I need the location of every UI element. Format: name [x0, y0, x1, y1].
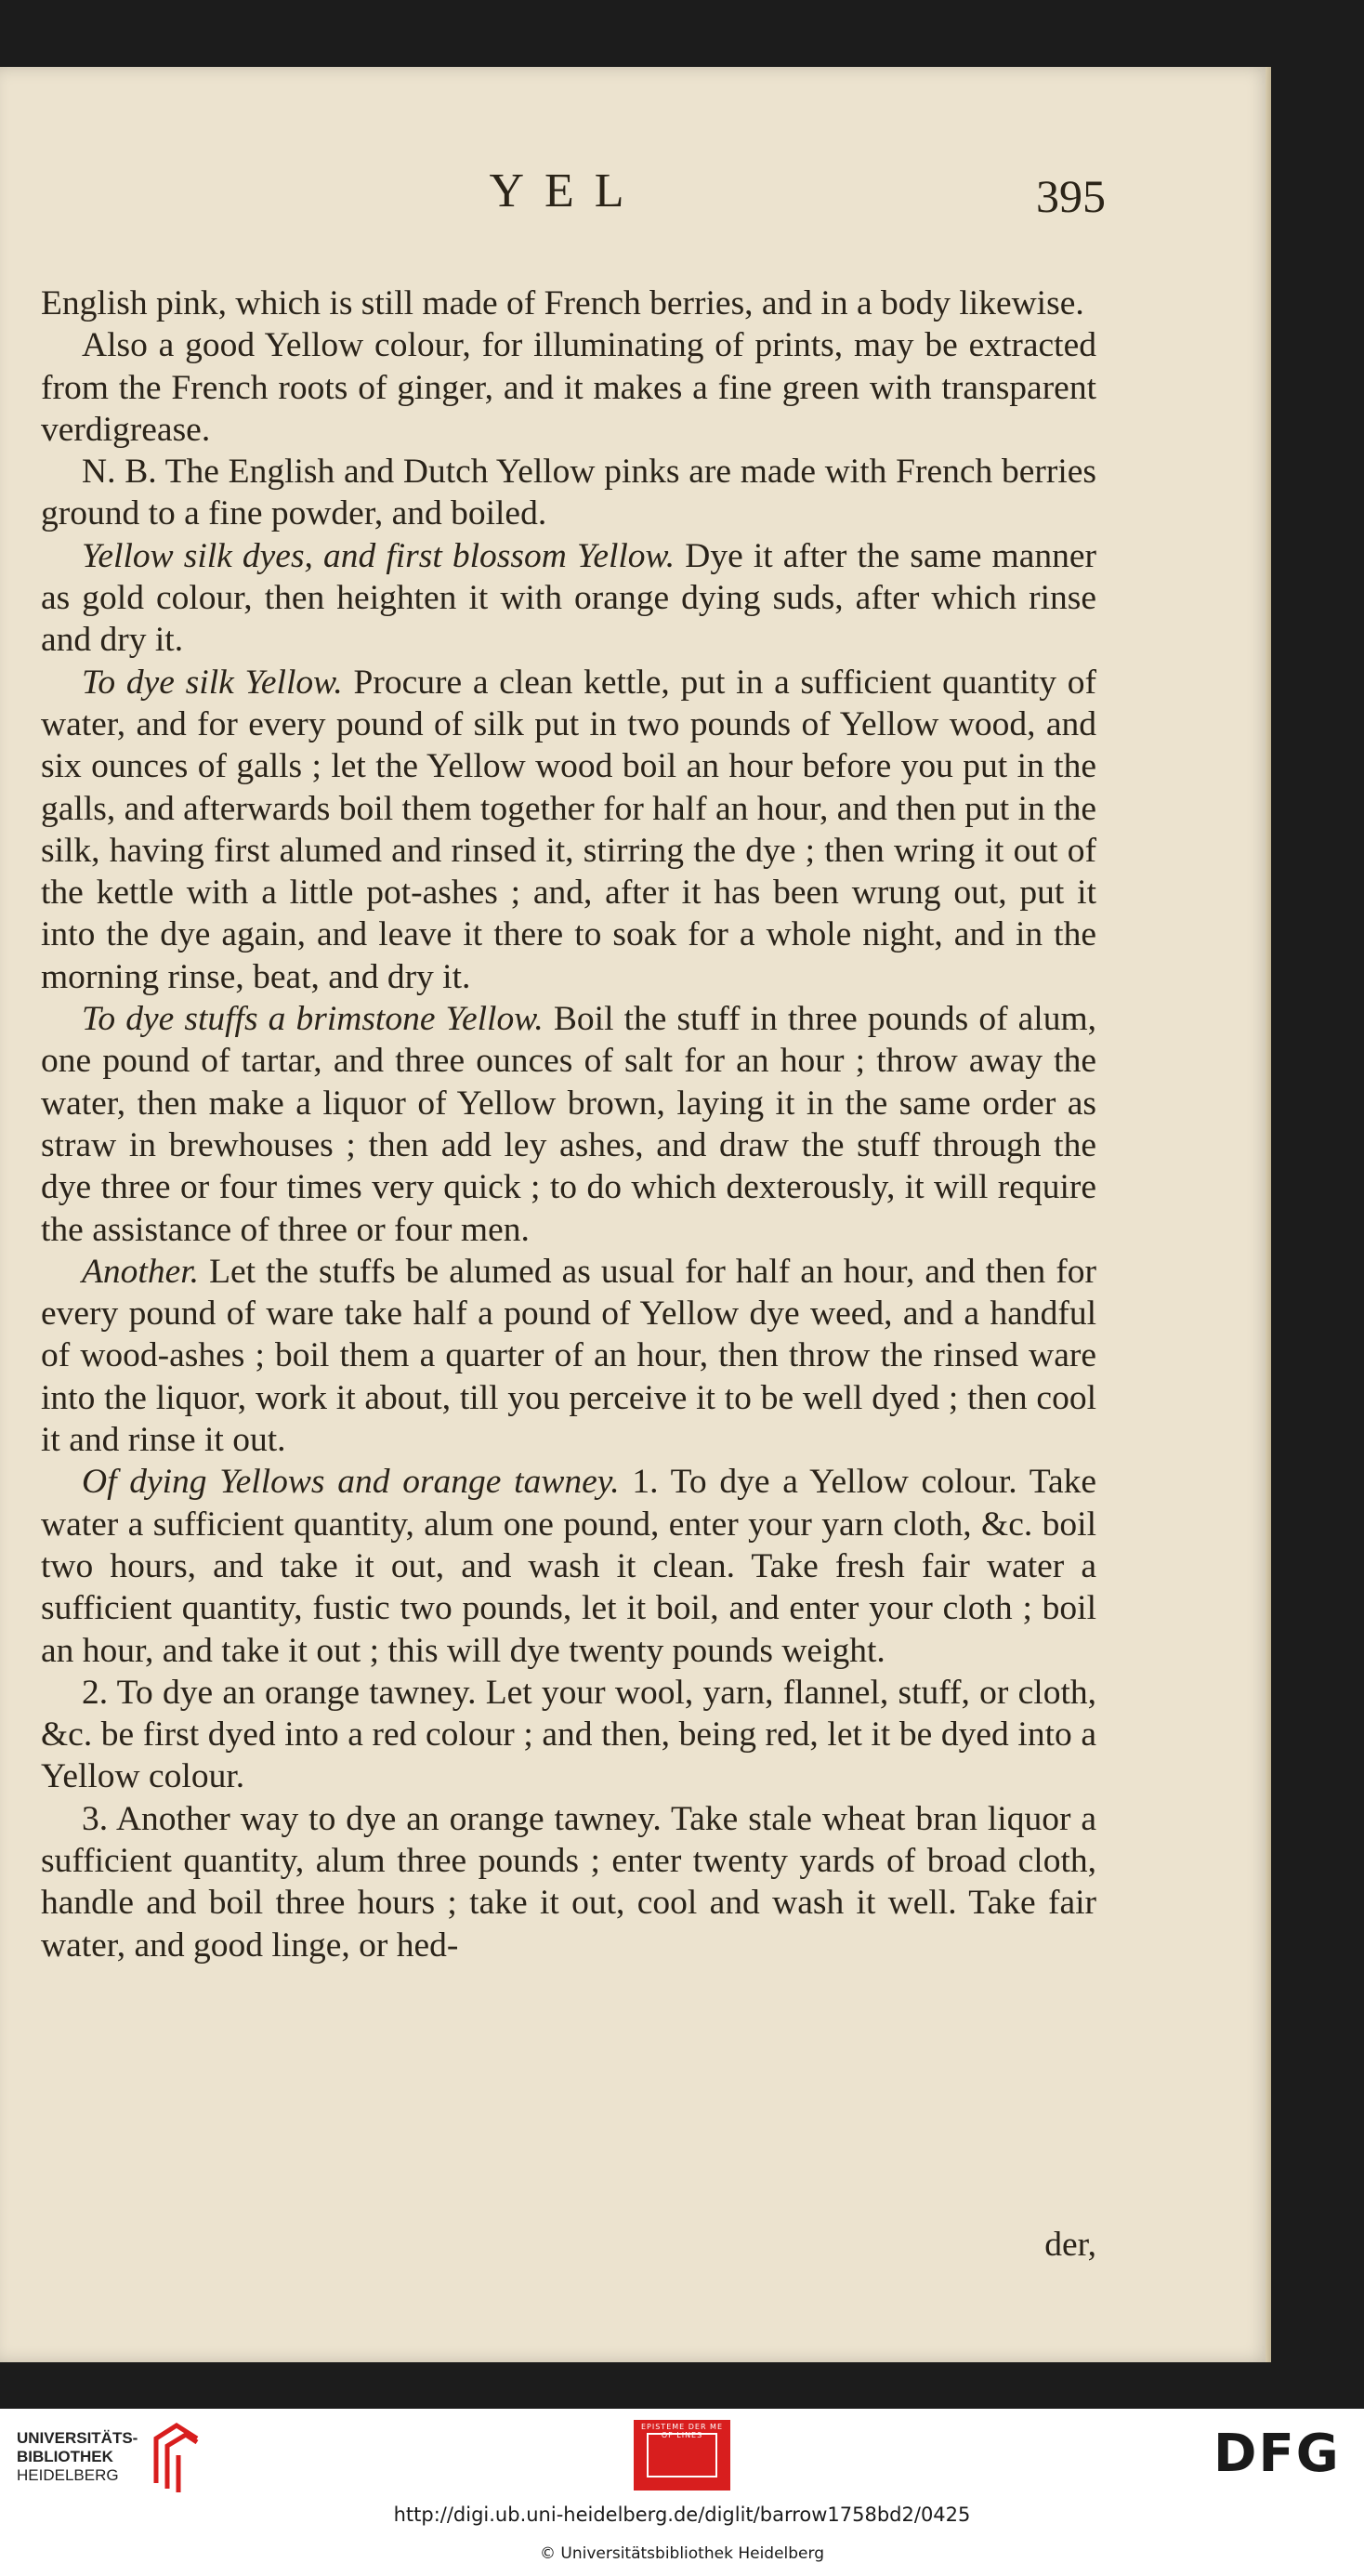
- dfg-logo[interactable]: DFG: [1213, 2424, 1341, 2484]
- paragraph: [41, 283, 1096, 324]
- paragraph: [41, 451, 1096, 535]
- center-logo-text: EPISTEME DER ME OF LINES: [640, 2423, 724, 2439]
- paragraph-lead: To dye silk Yellow.: [82, 663, 343, 702]
- paragraph-lead: Yellow silk dyes, and first blossom Yellow.: [82, 536, 675, 575]
- paragraph-lead: Another.: [82, 1252, 200, 1291]
- paragraph-text: N. B. The English and Dutch Yellow pinks are made with French berries ground to a fine powder, and boiled.: [41, 453, 1096, 533]
- paragraph: [41, 535, 1096, 662]
- paragraph-text: English pink, which is still made of French berries, and in a body likewise.: [41, 284, 1084, 322]
- paragraph-text: Dye it after the same manner as gold colour, then heighten it with orange dying suds, after which rinse and dry it.: [41, 536, 1096, 660]
- running-head: YEL: [489, 164, 645, 217]
- center-logo[interactable]: [634, 2420, 730, 2491]
- copyright-notice: © Universitätsbibliothek Heidelberg: [539, 2544, 824, 2563]
- catchword: der,: [1044, 2226, 1096, 2264]
- paragraph: [41, 1798, 1096, 1966]
- paragraph-text: 3. Another way to dye an orange tawney. Take stale wheat bran liquor a sufficient quantity, alum three pounds ; enter twenty yards of broad cloth, handle and boil three hours ; take it out, cool and wash it well. Take fair water, and good linge, or hed-: [41, 1799, 1096, 1965]
- paragraph: [41, 324, 1096, 451]
- permalink-url[interactable]: http://digi.ub.uni-heidelberg.de/diglit/barrow1758bd2/0425: [393, 2504, 971, 2526]
- book-page: [0, 67, 1271, 2362]
- library-name-line: UNIVERSITÄTS-: [17, 2429, 138, 2447]
- paragraph-lead: To dye stuffs a brimstone Yellow.: [82, 1000, 544, 1039]
- page-number: 395: [1036, 170, 1106, 222]
- paragraph-text: Let the stuffs be alumed as usual for half an hour, and then for every pound of ware take half a pound of Yellow dye weed, and a handful of wood-ashes ; boil them a quarter of an hour, then throw the rinsed ware into the liquor, work it about, till you perceive it to be well dyed ; then cool it and rinse it out.: [41, 1252, 1096, 1460]
- paragraph-text: Procure a clean kettle, put in a sufficient quantity of water, and for every pound of silk put in two pounds of Yellow wood, and six ounces of galls ; let the Yellow wood boil an hour before you put in the galls, and afterwards boil them together for half an hour, and then put in the silk, having first alumed and rinsed it, stirring the dye ; then wring it out of the kettle with a little pot-ashes ; and, after it has been wrung out, put it into the dye again, and leave it there to soak for a whole night, and in the morning rinse, beat, and dry it.: [41, 663, 1097, 996]
- paragraph-text: 2. To dye an orange tawney. Let your wool, yarn, flannel, stuff, or cloth, &c. be first dyed into a red colour ; and then, being red, let it be dyed into a Yellow colour.: [41, 1673, 1096, 1796]
- library-name: [17, 2429, 138, 2485]
- library-emblem-icon: [149, 2418, 204, 2492]
- paragraph: [41, 1672, 1096, 1798]
- paragraph-text: Also a good Yellow colour, for illuminating of prints, may be extracted from the French roots of ginger, and it makes a fine green with transparent verdigrease.: [41, 326, 1096, 449]
- center-logo-frame-icon: [647, 2433, 717, 2477]
- viewer-footer: [0, 2409, 1364, 2576]
- paragraph: [41, 662, 1096, 998]
- page-header: [37, 164, 1106, 229]
- university-library-logo[interactable]: [17, 2418, 203, 2502]
- library-name-line: HEIDELBERG: [17, 2466, 119, 2484]
- body-text: [41, 283, 1096, 1966]
- library-name-line: BIBLIOTHEK: [17, 2448, 113, 2465]
- page-edge-shadow: [1266, 67, 1271, 2362]
- paragraph: [41, 1461, 1096, 1671]
- paragraph: [41, 998, 1096, 1251]
- paragraph-text: Boil the stuff in three pounds of alum, one pound of tartar, and three ounces of salt for an hour ; throw away the water, then make a liquor of Yellow brown, laying it in the same order as straw in brewhouses ; then add ley ashes, and draw the stuff through the dye three or four times very quick ; to do which dexterously, it will require the assistance of three or four men.: [41, 1000, 1097, 1249]
- paragraph-lead: Of dying Yellows and orange tawney.: [82, 1463, 620, 1502]
- paragraph-text: 1. To dye a Yellow colour. Take water a sufficient quantity, alum one pound, enter your yarn cloth, &c. boil two hours, and take it out, and wash it clean. Take fresh fair water a sufficient quantity, fustic two pounds, let it boil, and enter your cloth ; boil an hour, and take it out ; this will dye twenty pounds weight.: [41, 1463, 1097, 1670]
- paragraph: [41, 1251, 1096, 1461]
